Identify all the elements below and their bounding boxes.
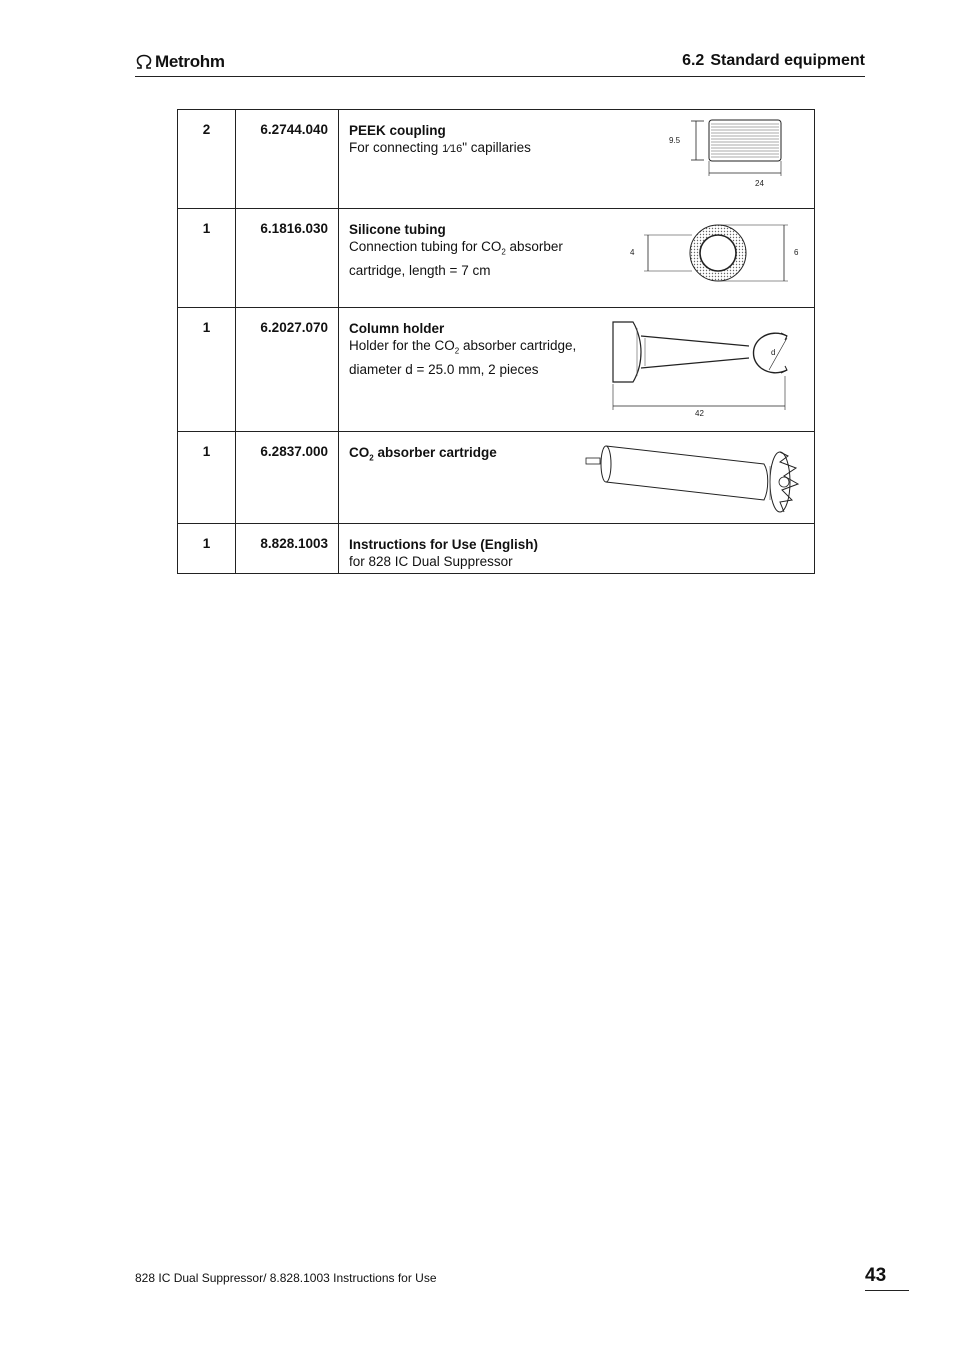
part-description: for 828 IC Dual Suppressor (349, 554, 513, 569)
table-row (178, 308, 815, 432)
page-number: 43 (865, 1265, 909, 1291)
quantity-cell: 1 (178, 524, 236, 574)
order-number-cell: 6.2744.040 (236, 110, 339, 209)
part-name: Silicone tubing (349, 222, 446, 237)
brand-logo (135, 52, 225, 72)
brand-name: Metrohm (155, 52, 225, 71)
dimension-label: 24 (755, 179, 764, 188)
dimension-label: 4 (630, 248, 635, 257)
quantity-cell: 1 (178, 432, 236, 524)
footer-text: 828 IC Dual Suppressor/ 8.828.1003 Instructions for Use (135, 1271, 437, 1285)
table-row (178, 524, 815, 574)
column-holder-drawing (609, 318, 799, 418)
section-title-text: Standard equipment (710, 52, 865, 69)
description-cell (339, 209, 815, 308)
order-number-cell: 6.2837.000 (236, 432, 339, 524)
part-description: Holder for the $CO_2$ absorber cartridge, diameter d = 25.0 mm, 2 pieces (349, 338, 577, 377)
part-name: PEEK coupling (349, 123, 446, 138)
table-row (178, 209, 815, 308)
description-cell (339, 308, 815, 432)
peek-coupling-drawing (669, 116, 809, 196)
quantity-cell: 1 (178, 308, 236, 432)
order-number-cell: 6.2027.070 (236, 308, 339, 432)
dimension-label: d (771, 348, 776, 357)
description-cell (339, 524, 815, 574)
description-cell (339, 432, 815, 524)
parts-table (177, 109, 815, 574)
part-description: Connection tubing for $CO_2$ absorber cartridge, length = 7 cm (349, 239, 563, 278)
part-description: For connecting 1⁄16" capillaries (349, 140, 531, 155)
table-row (178, 432, 815, 524)
order-number-cell: 6.1816.030 (236, 209, 339, 308)
silicone-tubing-drawing (624, 221, 814, 291)
fraction-text: 1⁄16 (442, 143, 463, 155)
page-header (135, 48, 865, 77)
part-name: $CO_2$ absorber cartridge (349, 445, 497, 463)
part-name: Column holder (349, 321, 445, 336)
section-number: 6.2 (682, 52, 705, 69)
part-name: Instructions for Use (English) (349, 537, 539, 552)
omega-icon (135, 54, 153, 70)
section-title (682, 52, 865, 70)
quantity-cell: 2 (178, 110, 236, 209)
description-cell (339, 110, 815, 209)
order-number-cell: 8.828.1003 (236, 524, 339, 574)
table-row (178, 110, 815, 209)
absorber-cartridge-drawing (584, 438, 806, 520)
dimension-label: 9.5 (669, 136, 681, 145)
quantity-cell: 1 (178, 209, 236, 308)
dimension-label: 6 (794, 248, 799, 257)
dimension-label: 42 (695, 409, 704, 418)
